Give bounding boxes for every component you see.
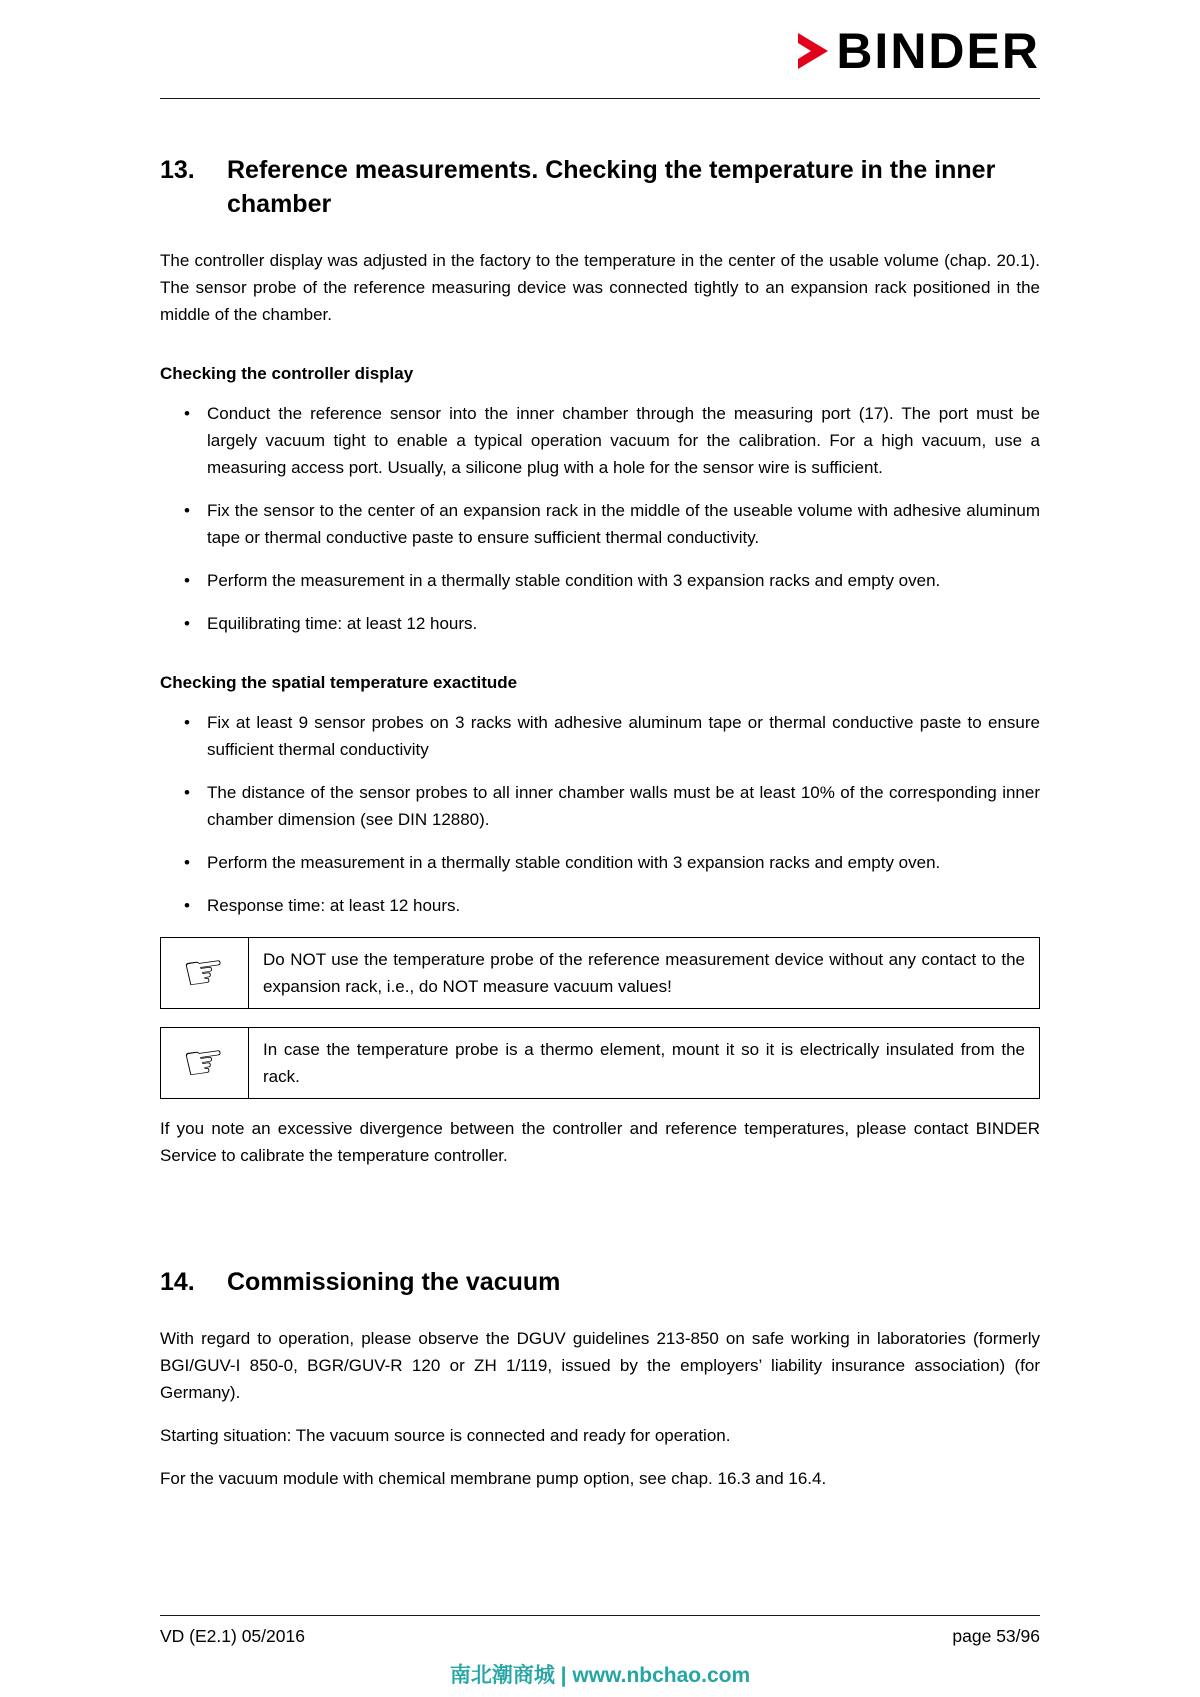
section-14-paragraph: With regard to operation, please observe the DGUV guidelines 213-850 on safe working in laboratories (formerly BGI/GUV-I 850-0, BGR/GUV-R 120 or ZH 1/119, issued by the employers’ liability insurance association) (for Germany).: [160, 1329, 1040, 1402]
note-box: [160, 937, 1040, 1009]
bullet-item: • Fix at least 9 sensor probes on 3 racks with adhesive aluminum tape or thermal conductive paste to ensure sufficient thermal conductivity: [160, 709, 1040, 763]
controller-display-bullet-list: [160, 400, 1040, 637]
page-header: [0, 0, 1200, 99]
pointing-hand-icon: ☞: [179, 943, 230, 1002]
pointing-hand-icon: ☞: [179, 1033, 230, 1092]
bullet-item: • Response time: at least 12 hours.: [160, 892, 1040, 919]
section-14-paragraph: For the vacuum module with chemical membrane pump option, see chap. 16.3 and 16.4.: [160, 1469, 827, 1488]
note-icon-cell: [161, 1028, 249, 1098]
bullet-item: • Equilibrating time: at least 12 hours.: [160, 610, 1040, 637]
section-13-closing-paragraph: If you note an excessive divergence between the controller and reference temperatures, please contact BINDER Service to calibrate the temperature controller.: [160, 1119, 1040, 1165]
section-13-intro-paragraph: The controller display was adjusted in the factory to the temperature in the center of the usable volume (chap. 20.1). The sensor probe of the reference measuring device was connected tightly to an expansion rack positioned in the middle of the chamber.: [160, 251, 1040, 324]
header-divider: [160, 98, 1040, 99]
note-text: Do NOT use the temperature probe of the reference measurement device without any contact to the expansion rack, i.e., do NOT measure vacuum values!: [263, 950, 1025, 996]
watermark: 南北潮商城 | www.nbchao.com: [449, 1664, 751, 1687]
note-text: In case the temperature probe is a thermo element, mount it so it is electrically insulated from the rack.: [263, 1040, 1025, 1086]
binder-logo-text: BINDER: [836, 23, 1040, 79]
page-footer: [160, 1615, 1040, 1647]
section-14-heading: [160, 1265, 1040, 1299]
subheading-spatial-temperature-exactitude: Checking the spatial temperature exactitude: [160, 673, 518, 692]
subheading-checking-controller-display: Checking the controller display: [160, 364, 414, 383]
section-14-title: Commissioning the vacuum: [227, 1268, 561, 1296]
bullet-item: • Conduct the reference sensor into the inner chamber through the measuring port (17). The port must be largely vacuum tight to enable a typical operation vacuum for the calibration. For a high vacuum, use a measuring access port. Usually, a silicone plug with a hole for the sensor wire is sufficient.: [160, 400, 1040, 481]
note-box: [160, 1027, 1040, 1099]
binder-arrow-icon: [796, 31, 832, 71]
bullet-item: • Perform the measurement in a thermally stable condition with 3 expansion racks and empty oven.: [160, 849, 1040, 876]
section-14-paragraph: Starting situation: The vacuum source is connected and ready for operation.: [160, 1426, 731, 1445]
page-body: [0, 153, 1200, 1492]
footer-doc-version: VD (E2.1) 05/2016: [160, 1626, 305, 1646]
section-13-number: 13.: [160, 156, 195, 184]
section-13-heading: [160, 153, 1040, 221]
bullet-item: • The distance of the sensor probes to all inner chamber walls must be at least 10% of the corresponding inner chamber dimension (see DIN 12880).: [160, 779, 1040, 833]
note-icon-cell: [161, 938, 249, 1008]
bullet-item: • Perform the measurement in a thermally stable condition with 3 expansion racks and empty oven.: [160, 567, 1040, 594]
section-13-title: Reference measurements. Checking the temperature in the inner chamber: [227, 156, 996, 218]
bullet-item: • Fix the sensor to the center of an expansion rack in the middle of the useable volume with adhesive aluminum tape or thermal conductive paste to ensure sufficient thermal conductivity.: [160, 497, 1040, 551]
footer-page-number: page 53/96: [952, 1626, 1040, 1646]
binder-logo: [160, 23, 1040, 79]
spatial-exactitude-bullet-list: [160, 709, 1040, 919]
section-14-number: 14.: [160, 1268, 195, 1296]
